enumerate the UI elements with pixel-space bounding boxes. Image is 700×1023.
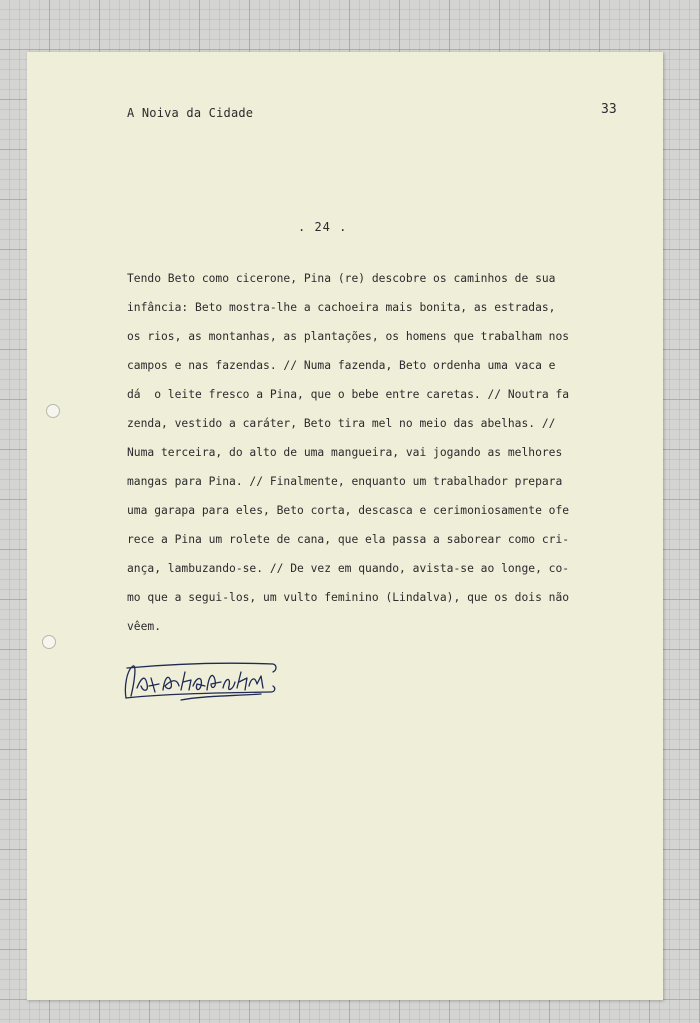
body-line: mo que a segui-los, um vulto feminino (Lindalva), que os dois não — [127, 591, 570, 604]
scene-description — [127, 264, 627, 641]
body-line: rece a Pina um rolete de cana, que ela passa a saborear como cri- — [127, 533, 570, 546]
page-number: 33 — [601, 102, 617, 117]
punch-hole-icon — [46, 404, 60, 418]
body-line: mangas para Pina. // Finalmente, enquanto um trabalhador prepara — [127, 475, 563, 488]
scene-number: . 24 . — [298, 220, 348, 234]
body-line: vêem. — [127, 620, 162, 633]
signature-icon — [121, 656, 281, 706]
running-title: A Noiva da Cidade — [127, 106, 254, 120]
body-line: campos e nas fazendas. // Numa fazenda, Beto ordenha uma vaca e — [127, 359, 556, 372]
typewritten-page — [27, 52, 663, 1000]
body-line: infância: Beto mostra-lhe a cachoeira mais bonita, as estradas, — [127, 301, 556, 314]
body-line: dá o leite fresco a Pina, que o bebe entre caretas. // Noutra fa — [127, 388, 570, 401]
body-line: Numa terceira, do alto de uma mangueira, vai jogando as melhores — [127, 446, 563, 459]
body-line: zenda, vestido a caráter, Beto tira mel no meio das abelhas. // — [127, 417, 556, 430]
body-line: ança, lambuzando-se. // De vez em quando, avista-se ao longe, co- — [127, 562, 570, 575]
body-line: uma garapa para eles, Beto corta, descasca e cerimoniosamente ofe — [127, 504, 570, 517]
body-line: Tendo Beto como cicerone, Pina (re) descobre os caminhos de sua — [127, 272, 556, 285]
punch-hole-icon — [42, 635, 56, 649]
body-line: os rios, as montanhas, as plantações, os homens que trabalham nos — [127, 330, 570, 343]
